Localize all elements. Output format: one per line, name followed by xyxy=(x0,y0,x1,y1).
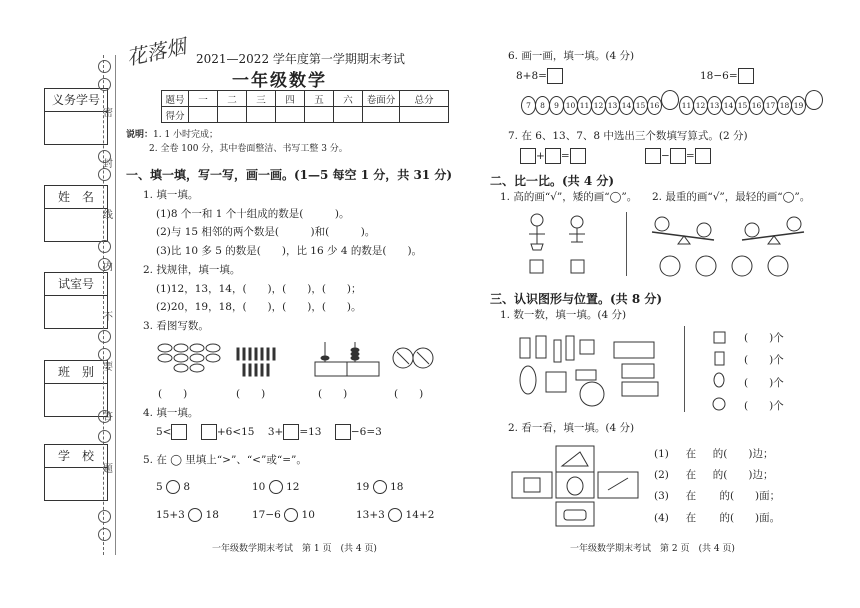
compare-circle[interactable] xyxy=(188,508,202,522)
caterpillar-segment: 13 xyxy=(707,96,722,115)
q7-op: = xyxy=(560,150,570,162)
compare-circle[interactable] xyxy=(269,480,283,494)
seal-char: 答 xyxy=(103,412,113,423)
caterpillar-1 xyxy=(522,96,679,115)
q7-equation-1 xyxy=(520,148,586,164)
instruction-line: 1. 1 小时完成； xyxy=(153,130,219,140)
school-label: 学 校 xyxy=(45,445,107,468)
section2-title: 二、比一比。(共 4 分) xyxy=(490,174,615,188)
position-num: (2) xyxy=(654,469,669,481)
score-header: 五 xyxy=(305,91,334,107)
answer-box[interactable] xyxy=(545,148,561,164)
q5-term: 10 xyxy=(252,481,266,493)
section3-q2-title: 2. 看一看，填一填。(4 分) xyxy=(508,422,635,434)
q6-expr-2 xyxy=(700,68,754,84)
score-header: 四 xyxy=(276,91,305,107)
caterpillar-segment: 19 xyxy=(791,96,806,115)
position-line xyxy=(654,446,773,461)
score-cell[interactable] xyxy=(247,107,276,123)
class-field[interactable] xyxy=(44,360,108,417)
caterpillar-segment: 14 xyxy=(619,96,634,115)
caterpillar-segment: 13 xyxy=(605,96,620,115)
position-word: 在 xyxy=(685,512,697,524)
q4-expr: −6=3 xyxy=(350,426,382,438)
q5-term: 18 xyxy=(390,481,404,493)
seal-char: 密 xyxy=(103,108,113,119)
position-blank[interactable]: 的( )面； xyxy=(719,490,781,502)
answer-box[interactable] xyxy=(283,424,299,440)
q6-expr-1 xyxy=(516,68,563,84)
caterpillar-segment: 11 xyxy=(577,96,592,115)
score-cell[interactable] xyxy=(305,107,334,123)
q4-expr: +6<15 xyxy=(216,426,255,438)
exam-room-field[interactable] xyxy=(44,272,108,329)
q3-answer-blank[interactable]: ( ) xyxy=(158,388,188,400)
count-blank[interactable]: ( )个 xyxy=(744,332,784,344)
seal-char: 不 xyxy=(103,312,113,323)
q5-term: 13+3 xyxy=(356,509,385,521)
q1-title: 1. 填一填。 xyxy=(143,189,199,201)
caterpillar-head-icon xyxy=(661,90,679,110)
q7-op: = xyxy=(685,150,695,162)
q6-expr: 18−6= xyxy=(700,70,738,82)
section1-title: 一、填一填，写一写，画一画。(1—5 每空 1 分，共 31 分) xyxy=(126,168,452,182)
caterpillar-segment: 7 xyxy=(521,96,536,115)
caterpillar-segment: 16 xyxy=(749,96,764,115)
q5-term: 8 xyxy=(183,481,191,493)
count-blank[interactable]: ( )个 xyxy=(744,400,784,412)
q5-term: 5 xyxy=(156,481,163,493)
q3-answer-blank[interactable]: ( ) xyxy=(318,388,348,400)
instructions xyxy=(126,127,218,140)
seal-char: 内 xyxy=(103,262,113,273)
position-num: (4) xyxy=(654,512,669,524)
score-cell[interactable] xyxy=(363,107,400,123)
student-id-label: 义务学号 xyxy=(45,89,107,112)
score-header: 题号 xyxy=(162,91,189,107)
children-height-icon xyxy=(515,208,605,278)
position-word: 在 xyxy=(685,469,697,481)
q4-expressions xyxy=(156,424,382,440)
position-blank[interactable]: 的( )边； xyxy=(712,448,774,460)
caterpillar-segment: 12 xyxy=(693,96,708,115)
seal-char: 题 xyxy=(103,464,113,475)
q3-answer-blank[interactable]: ( ) xyxy=(236,388,266,400)
exam-title: 2021—2022 学年度第一学期期末考试 xyxy=(196,52,405,66)
student-id-field[interactable] xyxy=(44,88,108,145)
q3-answer-blank[interactable]: ( ) xyxy=(394,388,424,400)
score-header: 六 xyxy=(334,91,363,107)
caterpillar-segment: 15 xyxy=(633,96,648,115)
caterpillar-segment: 16 xyxy=(647,96,662,115)
exam-room-label: 试室号 xyxy=(45,273,107,296)
position-line xyxy=(654,510,780,525)
divider xyxy=(626,212,627,276)
answer-box[interactable] xyxy=(201,424,217,440)
q5-row xyxy=(356,480,403,494)
score-cell[interactable] xyxy=(400,107,449,123)
stick-bundles-icon xyxy=(393,348,433,368)
q4-expr: =13 xyxy=(299,426,322,438)
footer-left: 一年级数学期末考试 第 1 页 (共 4 页) xyxy=(212,544,377,554)
name-field[interactable] xyxy=(44,185,108,242)
answer-box[interactable] xyxy=(670,148,686,164)
section2-q1: 1. 高的画“√”，矮的画“◯”。 xyxy=(500,191,638,203)
q7-equation-2 xyxy=(645,148,711,164)
compare-circle[interactable] xyxy=(166,480,180,494)
seesaw-weight-icon xyxy=(648,206,818,282)
caterpillar-segment: 8 xyxy=(535,96,550,115)
score-header: 一 xyxy=(189,91,218,107)
q5-term: 19 xyxy=(356,481,370,493)
position-blank[interactable]: 的( )边； xyxy=(712,469,774,481)
class-label: 班 别 xyxy=(45,361,107,384)
q2-item: (2)20，19，18，( )，( )，( )。 xyxy=(156,301,362,313)
shapes-group-icon xyxy=(518,332,668,410)
score-cell[interactable] xyxy=(189,107,218,123)
seal-line xyxy=(103,55,104,555)
q7-op: + xyxy=(536,150,545,162)
score-header: 卷面分 xyxy=(363,91,400,107)
q5-row xyxy=(252,508,315,522)
q6-title: 6. 画一画，填一填。(4 分) xyxy=(508,50,635,62)
position-num: (1) xyxy=(654,448,669,460)
name-label: 姓 名 xyxy=(45,186,107,209)
q5-row xyxy=(156,508,219,522)
divider xyxy=(684,326,685,412)
q6-expr: 8+8= xyxy=(516,70,547,82)
compare-circle[interactable] xyxy=(284,508,298,522)
q2-title: 2. 找规律，填一填。 xyxy=(143,264,241,276)
q5-term: 14+2 xyxy=(405,509,435,521)
q1-item: (1)8 个一和 1 个十组成的数是( )。 xyxy=(156,208,350,220)
score-row-label: 得分 xyxy=(162,107,189,123)
footer-right: 一年级数学期末考试 第 2 页 (共 4 页) xyxy=(570,544,735,554)
q1-item: (2)与 15 相邻的两个数是( )和( )。 xyxy=(156,226,376,238)
position-word: 在 xyxy=(685,448,697,460)
cube-net-icon xyxy=(510,440,650,530)
seal-char: 线 xyxy=(103,210,113,221)
answer-box[interactable] xyxy=(570,148,586,164)
answer-box[interactable] xyxy=(335,424,351,440)
caterpillar-segment: 12 xyxy=(591,96,606,115)
instructions-label: 说明： xyxy=(126,130,154,140)
score-table xyxy=(161,90,449,123)
seal-char: 封 xyxy=(103,159,113,170)
caterpillar-segment: 15 xyxy=(735,96,750,115)
caterpillar-segment: 14 xyxy=(721,96,736,115)
q7-op: − xyxy=(661,150,670,162)
position-num: (3) xyxy=(654,490,669,502)
position-word: 在 xyxy=(685,490,697,502)
score-header: 三 xyxy=(247,91,276,107)
q2-item: (1)12，13，14，( )，( )，( )； xyxy=(156,283,362,295)
caterpillar-segment: 18 xyxy=(777,96,792,115)
section3-title: 三、认识图形与位置。(共 8 分) xyxy=(490,292,663,306)
q5-term: 10 xyxy=(301,509,315,521)
q4-expr: 5< xyxy=(156,426,172,438)
subject-title: 一年级数学 xyxy=(232,71,327,91)
caterpillar-segment: 11 xyxy=(679,96,694,115)
q5-term: 12 xyxy=(286,481,300,493)
shape-legend-icons xyxy=(712,330,728,414)
score-cell[interactable] xyxy=(276,107,305,123)
q3-pictures xyxy=(155,340,440,385)
section3-q1-title: 1. 数一数，填一填。(4 分) xyxy=(500,309,627,321)
q5-term: 18 xyxy=(205,509,219,521)
instruction-line: 2. 全卷 100 分，其中卷面整洁、书写工整 3 分。 xyxy=(149,144,348,154)
caterpillar-segment: 17 xyxy=(763,96,778,115)
q5-row xyxy=(252,480,299,494)
answer-box[interactable] xyxy=(645,148,661,164)
q5-row xyxy=(356,508,434,522)
answer-box[interactable] xyxy=(695,148,711,164)
q5-row xyxy=(156,480,190,494)
compare-circle[interactable] xyxy=(388,508,402,522)
q5-term: 15+3 xyxy=(156,509,185,521)
answer-box[interactable] xyxy=(520,148,536,164)
position-line xyxy=(654,467,773,482)
score-cell[interactable] xyxy=(218,107,247,123)
seal-line-inner xyxy=(115,55,116,555)
q1-item: (3)比 10 多 5 的数是( )，比 16 少 4 的数是( )。 xyxy=(156,245,423,257)
q7-title: 7. 在 6、13、7、8 中选出三个数填写算式。(2 分) xyxy=(508,130,748,142)
q3-title: 3. 看图写数。 xyxy=(143,320,209,332)
handwritten-signature: 花落烟 xyxy=(124,33,189,70)
seal-char: 要 xyxy=(103,362,113,373)
answer-box[interactable] xyxy=(171,424,187,440)
position-blank[interactable]: 的( )面。 xyxy=(719,512,781,524)
caterpillar-segment: 10 xyxy=(563,96,578,115)
count-blank[interactable]: ( )个 xyxy=(744,354,784,366)
answer-box[interactable] xyxy=(738,68,754,84)
caterpillar-head-icon xyxy=(805,90,823,110)
caterpillar-2 xyxy=(680,96,823,115)
oval-group-icon xyxy=(158,344,220,372)
caterpillar-segment: 9 xyxy=(549,96,564,115)
q4-title: 4. 填一填。 xyxy=(143,407,199,419)
abacus-icon xyxy=(315,342,379,376)
score-header: 总分 xyxy=(400,91,449,107)
q5-term: 17−6 xyxy=(252,509,281,521)
candles-icon xyxy=(237,348,275,376)
count-blank[interactable]: ( )个 xyxy=(744,377,784,389)
q5-title: 5. 在 ◯ 里填上“>”、“<”或“=”。 xyxy=(143,454,307,466)
q4-expr: 3+ xyxy=(267,426,284,438)
section2-q2: 2. 最重的画“√”，最轻的画“◯”。 xyxy=(652,191,811,203)
compare-circle[interactable] xyxy=(373,480,387,494)
school-field[interactable] xyxy=(44,444,108,501)
score-header: 二 xyxy=(218,91,247,107)
answer-box[interactable] xyxy=(547,68,563,84)
score-cell[interactable] xyxy=(334,107,363,123)
position-line xyxy=(654,488,780,503)
